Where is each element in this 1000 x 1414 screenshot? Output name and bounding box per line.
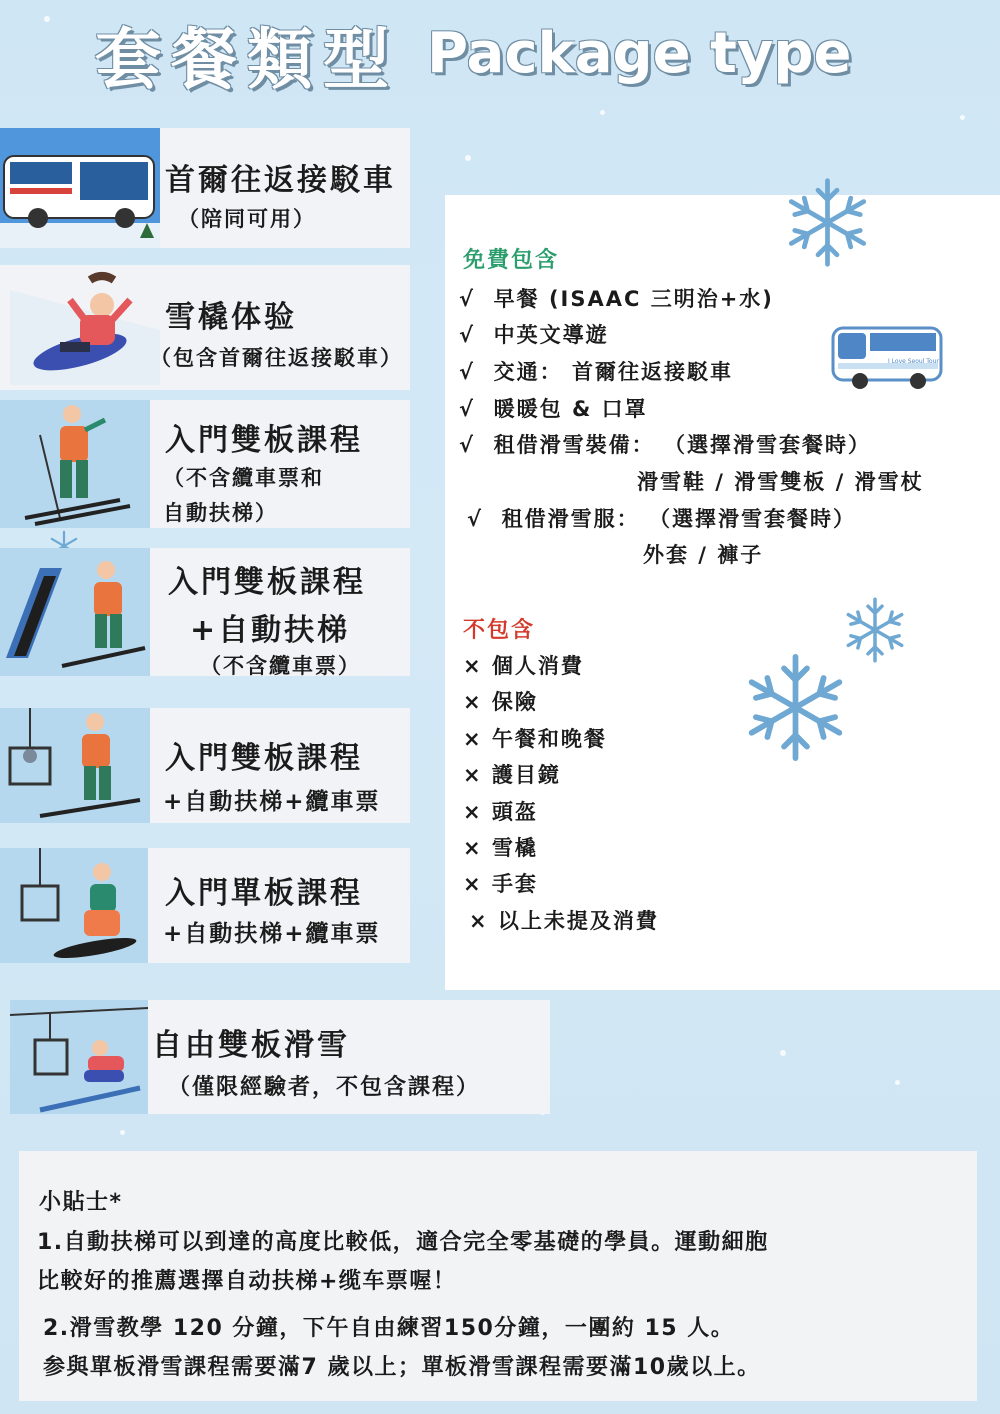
excluded-item <box>463 796 538 826</box>
excluded-item <box>463 832 538 862</box>
included-item <box>459 283 774 313</box>
included-item-text: 中英文導遊 <box>493 323 609 347</box>
cross-icon: × <box>469 909 489 933</box>
excluded-item-text: 護目鏡 <box>491 763 561 787</box>
sled-icon <box>10 270 160 385</box>
snowflake-icon <box>738 650 853 765</box>
snow-dot <box>44 16 50 22</box>
included-item-text: 暖暖包 & 口罩 <box>493 397 648 421</box>
package-detail: （不含纜車票） <box>200 654 361 678</box>
snow-dot <box>600 110 605 115</box>
included-item <box>467 503 856 533</box>
free-skier-icon <box>10 1000 148 1114</box>
tips-box <box>19 1151 977 1401</box>
clothing-detail: 外套 / 褲子 <box>643 543 764 567</box>
included-item-text: 租借滑雪服： （選擇滑雪套餐時） <box>501 507 856 531</box>
tips-line: 参與單板滑雪課程需要滿7 歲以上；單板滑雪課程需要滿10歲以上。 <box>43 1355 761 1380</box>
package-title: 首爾往返接駁車 <box>165 163 396 198</box>
package-title: 自由雙板滑雪 <box>152 1028 350 1063</box>
package-title: 雪橇体验 <box>165 300 297 335</box>
check-icon: √ <box>467 507 484 531</box>
included-item <box>459 356 733 386</box>
excluded-item-text: 頭盔 <box>491 800 538 824</box>
package-detail: +自動扶梯+纜車票 <box>163 789 381 815</box>
tips-line: 2.滑雪教學 120 分鐘，下午自由練習150分鐘，一團約 15 人。 <box>43 1316 735 1341</box>
snow-dot <box>780 1050 786 1056</box>
snow-dot <box>465 155 471 161</box>
cross-icon: × <box>463 836 483 860</box>
package-title: 入門雙板課程 <box>165 423 363 458</box>
cross-icon: × <box>463 872 483 896</box>
check-icon: √ <box>459 397 476 421</box>
package-title: 入門雙板課程 <box>165 741 363 776</box>
excluded-item-text: 午餐和晚餐 <box>491 727 607 751</box>
tips-line: 比較好的推薦選擇自动扶梯+缆车票喔！ <box>37 1269 457 1294</box>
cross-icon: × <box>463 800 483 824</box>
excluded-item <box>463 759 561 789</box>
included-heading: 免費包含 <box>463 248 560 273</box>
bus-icon <box>0 128 160 248</box>
excluded-item-text: 手套 <box>491 872 538 896</box>
snow-dot <box>895 1080 900 1085</box>
cross-icon: × <box>463 654 483 678</box>
excluded-item <box>463 723 607 753</box>
chairlift-skier-icon <box>0 708 150 823</box>
excluded-item <box>463 686 538 716</box>
package-subtitle: （包含首爾往返接駁車） <box>150 346 403 370</box>
excluded-item-text: 以上未提及消費 <box>497 909 659 933</box>
package-subtitle: （僅限經驗者，不包含課程） <box>168 1075 481 1100</box>
snowflake-icon <box>780 175 875 270</box>
package-subtitle: （陪同可用） <box>178 207 316 231</box>
excluded-heading: 不包含 <box>463 618 536 643</box>
cross-icon: × <box>463 763 483 787</box>
bus-icon <box>830 323 945 393</box>
included-item <box>459 319 609 349</box>
skier-icon <box>0 400 150 528</box>
package-title: 入門單板課程 <box>165 876 363 911</box>
check-icon: √ <box>459 323 476 347</box>
included-item <box>459 393 648 423</box>
page-title <box>95 8 851 98</box>
excluded-item <box>463 868 538 898</box>
excluded-item-text: 雪橇 <box>491 836 538 860</box>
excluded-item-text: 個人消費 <box>491 654 584 678</box>
included-item <box>459 429 871 459</box>
package-title: 入門雙板課程 <box>168 565 366 600</box>
title-english: Package type <box>427 20 852 86</box>
tips-line: 1.自動扶梯可以到達的高度比較低，適合完全零基礎的學員。運動細胞 <box>37 1230 769 1255</box>
cross-icon: × <box>463 727 483 751</box>
check-icon: √ <box>459 360 476 384</box>
package-detail: 自動扶梯） <box>163 501 278 525</box>
tips-heading: 小貼士* <box>39 1190 123 1215</box>
included-item-text: 租借滑雪裝備： （選擇滑雪套餐時） <box>493 433 871 457</box>
check-icon: √ <box>459 287 476 311</box>
check-icon: √ <box>459 433 476 457</box>
excluded-item <box>463 650 584 680</box>
excluded-item <box>469 905 659 935</box>
bus-sign-text: I Love Seoul Tour <box>888 358 939 365</box>
equipment-detail: 滑雪鞋 / 滑雪雙板 / 滑雪杖 <box>637 470 924 494</box>
escalator-skier-icon <box>0 548 150 676</box>
excluded-item-text: 保險 <box>491 690 538 714</box>
snowboarder-icon <box>0 848 148 963</box>
title-chinese: 套餐類型 <box>95 20 399 98</box>
package-detail: （不含纜車票和 <box>163 466 324 490</box>
package-detail: +自動扶梯+纜車票 <box>163 921 381 947</box>
included-item-text: 交通： 首爾往返接駁車 <box>493 360 733 384</box>
included-item-text: 早餐 (ISAAC 三明治+水) <box>493 287 774 311</box>
snow-dot <box>960 115 965 120</box>
snow-dot <box>120 1130 125 1135</box>
package-detail: +自動扶梯 <box>190 613 351 648</box>
inclusions-panel <box>445 195 1000 990</box>
cross-icon: × <box>463 690 483 714</box>
